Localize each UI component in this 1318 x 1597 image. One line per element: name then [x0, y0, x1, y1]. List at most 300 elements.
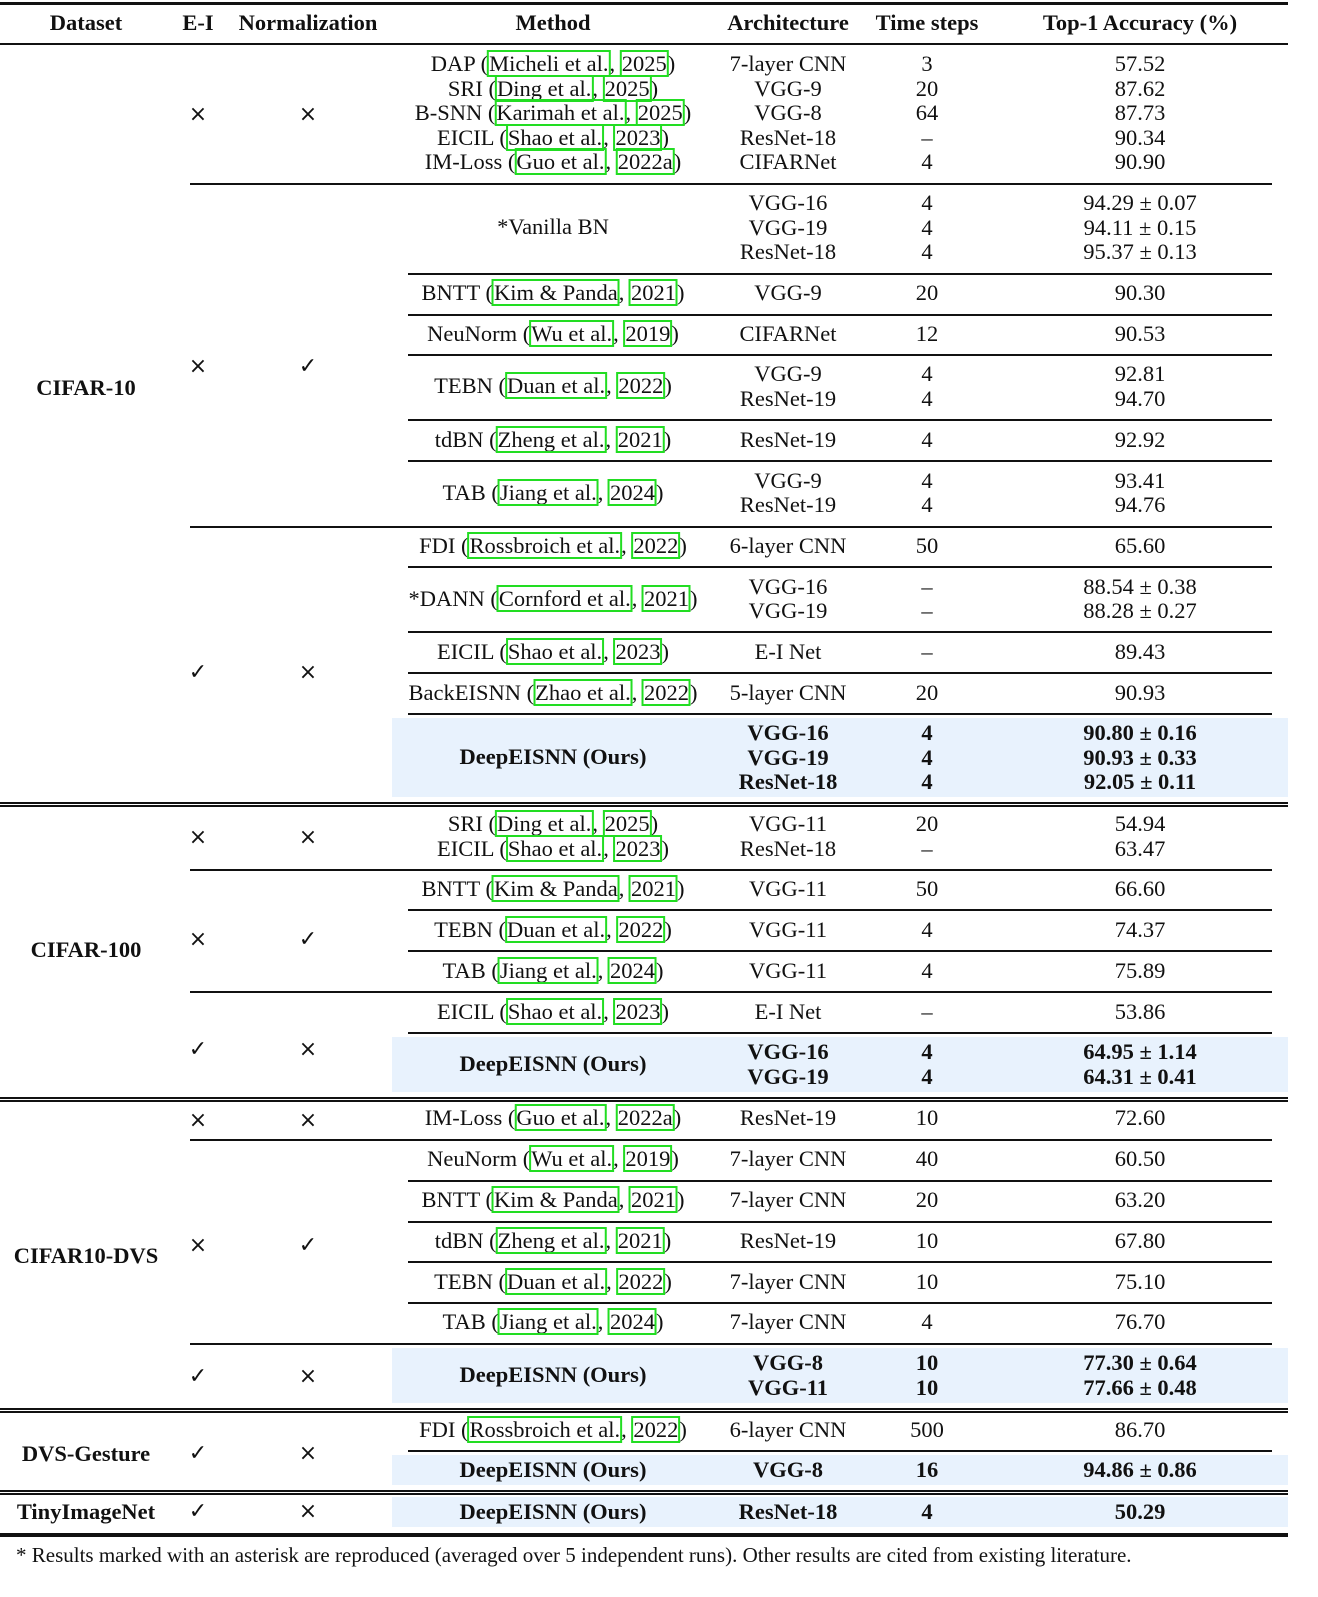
architecture-cell: ResNet-18 [739, 124, 837, 150]
method-cell [497, 215, 609, 240]
architecture-cell: VGG-8 [753, 1349, 823, 1375]
method-name: TAB [442, 479, 486, 505]
normalization-mark-check-icon: ✓ [298, 354, 318, 379]
method-cell: TEBN (Duan et al., 2022) [434, 1268, 672, 1294]
time-steps-cell: – [921, 124, 933, 150]
method-cell [460, 1500, 647, 1525]
architecture-cell: ResNet-19 [739, 385, 837, 411]
architecture-cell: 7-layer CNN [729, 50, 847, 76]
ei-mark-check-icon: ✓ [188, 1441, 208, 1466]
method-cell: TEBN (Duan et al., 2022) [434, 916, 672, 942]
row-separator [408, 1302, 1272, 1304]
method-cell: *DANN (Cornford et al., 2021) [408, 585, 698, 611]
accuracy-cell: 63.20 [1114, 1186, 1166, 1212]
accuracy-cell: 89.43 [1114, 638, 1166, 664]
method-name: NeuNorm [427, 320, 518, 346]
method-name: EICIL [437, 638, 494, 664]
citation-year-link[interactable]: 2022 [618, 1268, 664, 1294]
accuracy-cell: 93.41 [1114, 467, 1166, 493]
time-steps-cell: 40 [915, 1145, 939, 1171]
citation-author-link[interactable]: Wu et al. [531, 1145, 613, 1171]
citation-author-link[interactable]: Kim & Panda [493, 875, 618, 901]
time-steps-cell: 10 [915, 1104, 939, 1130]
method-name: DeepEISNN (Ours) [459, 1456, 647, 1482]
ei-mark-check-icon: ✓ [188, 660, 208, 685]
time-steps-cell: 10 [915, 1374, 939, 1400]
citation-author-link[interactable]: Cornford et al. [498, 585, 631, 611]
time-steps-cell: – [921, 597, 933, 623]
accuracy-cell: 94.76 [1114, 491, 1166, 517]
group-separator [190, 183, 1272, 185]
citation-year-link[interactable]: 2022 [618, 373, 664, 399]
time-steps-cell: 500 [910, 1416, 944, 1442]
accuracy-cell: 92.05 ± 0.11 [1083, 768, 1197, 794]
citation-year-link[interactable]: 2019 [625, 320, 671, 346]
architecture-cell: VGG-11 [747, 1374, 829, 1400]
architecture-cell: VGG-9 [754, 467, 822, 493]
time-steps-cell: 4 [921, 744, 933, 770]
method-cell: BNTT (Kim & Panda, 2021) [421, 1186, 685, 1212]
method-cell [460, 745, 647, 770]
accuracy-cell: 88.28 ± 0.27 [1083, 597, 1197, 623]
section-separator [0, 1490, 1288, 1492]
method-name: DeepEISNN (Ours) [459, 1498, 647, 1524]
citation-author-link[interactable]: Zhao et al. [535, 679, 631, 705]
time-steps-cell: 50 [915, 532, 939, 558]
architecture-cell: ResNet-18 [739, 238, 837, 264]
method-cell: TAB (Jiang et al., 2024) [442, 479, 664, 505]
citation-author-link[interactable]: Kim & Panda [493, 1186, 618, 1212]
method-name: TAB [442, 957, 486, 983]
row-separator [408, 1221, 1272, 1223]
citation-author-link[interactable]: Shao et al. [507, 998, 603, 1024]
accuracy-cell: 92.81 [1114, 360, 1166, 386]
citation-year-link[interactable]: 2021 [617, 1227, 663, 1253]
method-name: TEBN [434, 1268, 493, 1294]
row-separator [408, 566, 1272, 568]
architecture-cell: 7-layer CNN [729, 1145, 847, 1171]
time-steps-cell: 20 [915, 679, 939, 705]
column-header-normalization: Normalization [238, 9, 378, 35]
method-name: BNTT [421, 279, 480, 305]
method-name: DeepEISNN (Ours) [459, 744, 647, 770]
row-separator [408, 460, 1272, 462]
method-cell: BackEISNN (Zhao et al., 2022) [408, 679, 698, 705]
citation-author-link[interactable]: Shao et al. [507, 638, 603, 664]
architecture-cell: VGG-11 [749, 957, 827, 983]
row-separator [408, 909, 1272, 911]
method-cell [460, 1458, 647, 1483]
accuracy-cell: 94.11 ± 0.15 [1083, 214, 1197, 240]
citation-author-link[interactable]: Shao et al. [507, 835, 603, 861]
time-steps-cell: 4 [921, 916, 933, 942]
method-cell: TEBN (Duan et al., 2022) [434, 373, 672, 399]
citation-year-link[interactable]: 2022 [618, 916, 664, 942]
time-steps-cell: 4 [921, 1308, 933, 1334]
citation-year-link[interactable]: 2025 [604, 810, 650, 836]
normalization-mark-cross-icon: × [298, 1499, 318, 1524]
accuracy-cell: 64.31 ± 0.41 [1083, 1063, 1197, 1089]
accuracy-cell: 90.90 [1114, 148, 1166, 174]
method-cell: FDI (Rossbroich et al., 2022) [419, 532, 687, 558]
row-separator [408, 713, 1272, 715]
citation-author-link[interactable]: Shao et al. [507, 124, 603, 150]
method-name: BNTT [421, 1186, 480, 1212]
time-steps-cell: 20 [915, 810, 939, 836]
accuracy-cell: 50.29 [1114, 1498, 1166, 1524]
time-steps-cell: 4 [921, 491, 933, 517]
time-steps-cell: 4 [921, 385, 933, 411]
column-header-method: Method [515, 9, 591, 35]
ei-mark-cross-icon: × [188, 102, 208, 127]
citation-year-link[interactable]: 2024 [609, 479, 655, 505]
time-steps-cell: 4 [921, 957, 933, 983]
group-separator [190, 526, 1272, 528]
method-name: *DANN [408, 585, 485, 611]
section-separator [0, 1100, 1288, 1102]
accuracy-cell: 77.66 ± 0.48 [1083, 1374, 1197, 1400]
time-steps-cell: 50 [915, 875, 939, 901]
citation-year-link[interactable]: 2022 [643, 679, 689, 705]
architecture-cell: 7-layer CNN [729, 1186, 847, 1212]
architecture-cell: 5-layer CNN [729, 679, 847, 705]
accuracy-cell: 86.70 [1114, 1416, 1166, 1442]
method-cell: tdBN (Zheng et al., 2021) [434, 426, 672, 452]
accuracy-cell: 75.10 [1114, 1268, 1166, 1294]
citation-year-link[interactable]: 2021 [630, 279, 676, 305]
row-separator [408, 419, 1272, 421]
accuracy-cell: 76.70 [1114, 1308, 1166, 1334]
accuracy-cell: 87.73 [1114, 99, 1166, 125]
section-separator [0, 805, 1288, 807]
method-cell: TAB (Jiang et al., 2024) [442, 1308, 664, 1334]
method-name: tdBN [434, 1227, 484, 1253]
citation-author-link[interactable]: Rossbroich et al. [469, 532, 621, 558]
citation-year-link[interactable]: 2025 [604, 75, 650, 101]
citation-author-link[interactable]: Ding et al. [497, 810, 592, 836]
accuracy-cell: 95.37 ± 0.13 [1083, 238, 1197, 264]
architecture-cell: ResNet-19 [739, 1227, 837, 1253]
method-cell: EICIL (Shao et al., 2023) [437, 638, 669, 664]
method-name: FDI [419, 532, 456, 558]
method-cell: B-SNN (Karimah et al., 2025) [414, 99, 692, 125]
time-steps-cell: – [921, 998, 933, 1024]
header-rule [0, 43, 1288, 45]
normalization-mark-cross-icon: × [298, 660, 318, 685]
column-header-dataset: Dataset [49, 9, 123, 35]
method-name: SRI [447, 810, 483, 836]
time-steps-cell: 20 [915, 279, 939, 305]
architecture-cell: ResNet-19 [739, 426, 837, 452]
accuracy-cell: 53.86 [1114, 998, 1166, 1024]
citation-author-link[interactable]: Zheng et al. [497, 1227, 605, 1253]
method-name: EICIL [437, 835, 494, 861]
citation-author-link[interactable]: Guo et al. [516, 148, 605, 174]
citation-author-link[interactable]: Wu et al. [531, 320, 613, 346]
group-separator [190, 991, 1272, 993]
time-steps-cell: 4 [921, 360, 933, 386]
method-name: FDI [419, 1416, 456, 1442]
dataset-label: CIFAR-10 [36, 374, 136, 400]
group-separator [190, 869, 1272, 871]
architecture-cell: VGG-9 [754, 75, 822, 101]
citation-year-link[interactable]: 2022 [633, 532, 679, 558]
architecture-cell: VGG-16 [748, 573, 828, 599]
bottom-rule [0, 1533, 1288, 1537]
method-name: TEBN [434, 916, 493, 942]
accuracy-cell: 90.34 [1114, 124, 1166, 150]
footnote: * Results marked with an asterisk are reproduced (averaged over 5 independent runs). Other results are cited from existing literature. [16, 1543, 1132, 1567]
method-cell: IM-Loss (Guo et al., 2022a) [424, 1104, 682, 1130]
architecture-cell: 7-layer CNN [729, 1308, 847, 1334]
section-separator [0, 1097, 1288, 1099]
citation-author-link[interactable]: Zheng et al. [497, 426, 605, 452]
method-name: BNTT [421, 875, 480, 901]
accuracy-cell: 74.37 [1114, 916, 1166, 942]
normalization-mark-cross-icon: × [298, 825, 318, 850]
architecture-cell: E-I Net [754, 638, 822, 664]
citation-year-link[interactable]: 2023 [615, 124, 661, 150]
method-cell: EICIL (Shao et al., 2023) [437, 124, 669, 150]
column-header-time-steps: Time steps [875, 9, 979, 35]
accuracy-cell: 90.93 ± 0.33 [1083, 744, 1197, 770]
time-steps-cell: 3 [921, 50, 933, 76]
citation-year-link[interactable]: 2024 [609, 1308, 655, 1334]
citation-author-link[interactable]: Duan et al. [507, 373, 606, 399]
architecture-cell: VGG-8 [754, 99, 822, 125]
dataset-label: CIFAR10-DVS [13, 1242, 159, 1268]
dataset-label: CIFAR-100 [30, 936, 142, 962]
architecture-cell: ResNet-18 [738, 1498, 838, 1524]
time-steps-cell: 4 [921, 426, 933, 452]
method-cell [460, 1363, 647, 1388]
accuracy-cell: 90.80 ± 0.16 [1083, 719, 1197, 745]
method-cell: BNTT (Kim & Panda, 2021) [421, 875, 685, 901]
ei-mark-cross-icon: × [188, 1108, 208, 1133]
time-steps-cell: – [921, 573, 933, 599]
method-cell: EICIL (Shao et al., 2023) [437, 835, 669, 861]
accuracy-cell: 60.50 [1114, 1145, 1166, 1171]
time-steps-cell: 4 [921, 1038, 933, 1064]
method-name: DeepEISNN (Ours) [459, 1362, 647, 1388]
time-steps-cell: 4 [921, 719, 933, 745]
ei-mark-cross-icon: × [188, 927, 208, 952]
citation-year-link[interactable]: 2022 [633, 1416, 679, 1442]
citation-author-link[interactable]: Rossbroich et al. [469, 1416, 621, 1442]
citation-author-link[interactable]: Guo et al. [516, 1104, 605, 1130]
architecture-cell: ResNet-18 [739, 835, 837, 861]
citation-author-link[interactable]: Kim & Panda [493, 279, 618, 305]
method-name: *Vanilla BN [497, 214, 609, 240]
citation-year-link[interactable]: 2024 [609, 957, 655, 983]
accuracy-cell: 75.89 [1114, 957, 1166, 983]
method-cell: NeuNorm (Wu et al., 2019) [427, 1145, 679, 1171]
time-steps-cell: 10 [915, 1268, 939, 1294]
time-steps-cell: 4 [921, 148, 933, 174]
group-separator [190, 1343, 1272, 1345]
architecture-cell: VGG-16 [747, 1038, 829, 1064]
ei-mark-cross-icon: × [188, 354, 208, 379]
row-separator [408, 950, 1272, 952]
citation-year-link[interactable]: 2023 [615, 998, 661, 1024]
time-steps-cell: 10 [915, 1349, 939, 1375]
citation-author-link[interactable]: Jiang et al. [499, 479, 597, 505]
time-steps-cell: 16 [915, 1456, 939, 1482]
time-steps-cell: – [921, 835, 933, 861]
accuracy-cell: 92.92 [1114, 426, 1166, 452]
method-cell: tdBN (Zheng et al., 2021) [434, 1227, 672, 1253]
row-separator [408, 354, 1272, 356]
method-name: NeuNorm [427, 1145, 518, 1171]
method-cell: EICIL (Shao et al., 2023) [437, 998, 669, 1024]
time-steps-cell: 4 [921, 1063, 933, 1089]
citation-year-link[interactable]: 2021 [617, 426, 663, 452]
architecture-cell: 7-layer CNN [729, 1268, 847, 1294]
architecture-cell: ResNet-19 [739, 491, 837, 517]
method-cell [460, 1052, 647, 1077]
accuracy-cell: 87.62 [1114, 75, 1166, 101]
ei-mark-check-icon: ✓ [188, 1037, 208, 1062]
method-cell: DAP (Micheli et al., 2025) [430, 50, 676, 76]
column-header-e-i: E-I [182, 9, 214, 35]
row-separator [408, 1180, 1272, 1182]
citation-year-link[interactable]: 2025 [637, 99, 683, 125]
section-separator [0, 1408, 1288, 1410]
method-name: EICIL [437, 998, 494, 1024]
architecture-cell: CIFARNet [739, 320, 837, 346]
citation-author-link[interactable]: Ding et al. [497, 75, 592, 101]
normalization-mark-cross-icon: × [298, 102, 318, 127]
time-steps-cell: 12 [915, 320, 939, 346]
method-name: SRI [447, 75, 483, 101]
architecture-cell: VGG-16 [748, 189, 828, 215]
method-name: EICIL [437, 124, 494, 150]
normalization-mark-cross-icon: × [298, 1364, 318, 1389]
accuracy-cell: 90.93 [1114, 679, 1166, 705]
time-steps-cell: 4 [921, 214, 933, 240]
section-separator [0, 802, 1288, 804]
architecture-cell: VGG-9 [754, 279, 822, 305]
accuracy-cell: 88.54 ± 0.38 [1083, 573, 1197, 599]
citation-author-link[interactable]: Micheli et al. [489, 50, 609, 76]
citation-year-link[interactable]: 2022a [617, 148, 673, 174]
architecture-cell: VGG-16 [747, 719, 829, 745]
architecture-cell: VGG-19 [747, 1063, 829, 1089]
architecture-cell: VGG-11 [749, 916, 827, 942]
time-steps-cell: – [921, 638, 933, 664]
column-header-top-1-accuracy: Top-1 Accuracy (%) [1042, 9, 1238, 35]
accuracy-cell: 94.86 ± 0.86 [1083, 1456, 1197, 1482]
accuracy-cell: 90.53 [1114, 320, 1166, 346]
row-separator [408, 1032, 1272, 1034]
architecture-cell: E-I Net [754, 998, 822, 1024]
accuracy-cell: 77.30 ± 0.64 [1083, 1349, 1197, 1375]
citation-author-link[interactable]: Duan et al. [507, 1268, 606, 1294]
accuracy-cell: 67.80 [1114, 1227, 1166, 1253]
time-steps-cell: 10 [915, 1227, 939, 1253]
accuracy-cell: 57.52 [1114, 50, 1166, 76]
accuracy-cell: 94.29 ± 0.07 [1083, 189, 1197, 215]
architecture-cell: VGG-19 [748, 597, 828, 623]
architecture-cell: ResNet-19 [739, 1104, 837, 1130]
citation-author-link[interactable]: Duan et al. [507, 916, 606, 942]
normalization-mark-cross-icon: × [298, 1037, 318, 1062]
row-separator [408, 672, 1272, 674]
group-separator [190, 1139, 1272, 1141]
method-name: B-SNN [414, 99, 483, 125]
accuracy-cell: 64.95 ± 1.14 [1083, 1038, 1197, 1064]
normalization-mark-check-icon: ✓ [298, 1233, 318, 1258]
citation-year-link[interactable]: 2025 [621, 50, 667, 76]
row-separator [408, 314, 1272, 316]
citation-year-link[interactable]: 2023 [615, 835, 661, 861]
citation-year-link[interactable]: 2022a [617, 1104, 673, 1130]
row-separator [408, 1261, 1272, 1263]
architecture-cell: VGG-8 [753, 1456, 823, 1482]
architecture-cell: 6-layer CNN [729, 1416, 847, 1442]
method-name: IM-Loss [424, 1104, 503, 1130]
accuracy-cell: 72.60 [1114, 1104, 1166, 1130]
time-steps-cell: 64 [915, 99, 939, 125]
time-steps-cell: 4 [921, 768, 933, 794]
row-separator [408, 631, 1272, 633]
section-separator [0, 1493, 1288, 1495]
citation-author-link[interactable]: Jiang et al. [499, 957, 597, 983]
ei-mark-cross-icon: × [188, 1233, 208, 1258]
accuracy-cell: 65.60 [1114, 532, 1166, 558]
architecture-cell: VGG-11 [749, 875, 827, 901]
method-name: IM-Loss [424, 148, 503, 174]
row-separator [408, 273, 1272, 275]
time-steps-cell: 20 [915, 75, 939, 101]
ei-mark-cross-icon: × [188, 825, 208, 850]
citation-year-link[interactable]: 2019 [625, 1145, 671, 1171]
architecture-cell: VGG-9 [754, 360, 822, 386]
dataset-label: DVS-Gesture [21, 1440, 151, 1466]
row-separator [408, 1450, 1272, 1452]
method-name: TAB [442, 1308, 486, 1334]
citation-year-link[interactable]: 2021 [630, 1186, 676, 1212]
accuracy-cell: 94.70 [1114, 385, 1166, 411]
method-cell: SRI (Ding et al., 2025) [447, 810, 659, 836]
time-steps-cell: 4 [921, 189, 933, 215]
method-name: DAP [430, 50, 475, 76]
citation-author-link[interactable]: Jiang et al. [499, 1308, 597, 1334]
method-name: BackEISNN [408, 679, 522, 705]
method-cell: NeuNorm (Wu et al., 2019) [427, 320, 679, 346]
accuracy-cell: 54.94 [1114, 810, 1166, 836]
citation-year-link[interactable]: 2023 [615, 638, 661, 664]
method-cell: FDI (Rossbroich et al., 2022) [419, 1416, 687, 1442]
method-cell: IM-Loss (Guo et al., 2022a) [424, 148, 682, 174]
ei-mark-check-icon: ✓ [188, 1499, 208, 1524]
section-separator [0, 1411, 1288, 1413]
citation-year-link[interactable]: 2021 [630, 875, 676, 901]
top-rule [0, 2, 1288, 5]
citation-year-link[interactable]: 2021 [643, 585, 689, 611]
architecture-cell: ResNet-18 [738, 768, 838, 794]
architecture-cell: CIFARNet [739, 148, 837, 174]
accuracy-cell: 66.60 [1114, 875, 1166, 901]
method-cell: BNTT (Kim & Panda, 2021) [421, 279, 685, 305]
architecture-cell: VGG-19 [747, 744, 829, 770]
architecture-cell: VGG-11 [749, 810, 827, 836]
accuracy-cell: 90.30 [1114, 279, 1166, 305]
method-name: TEBN [434, 373, 493, 399]
method-name: tdBN [434, 426, 484, 452]
time-steps-cell: 20 [915, 1186, 939, 1212]
citation-author-link[interactable]: Karimah et al. [496, 99, 625, 125]
